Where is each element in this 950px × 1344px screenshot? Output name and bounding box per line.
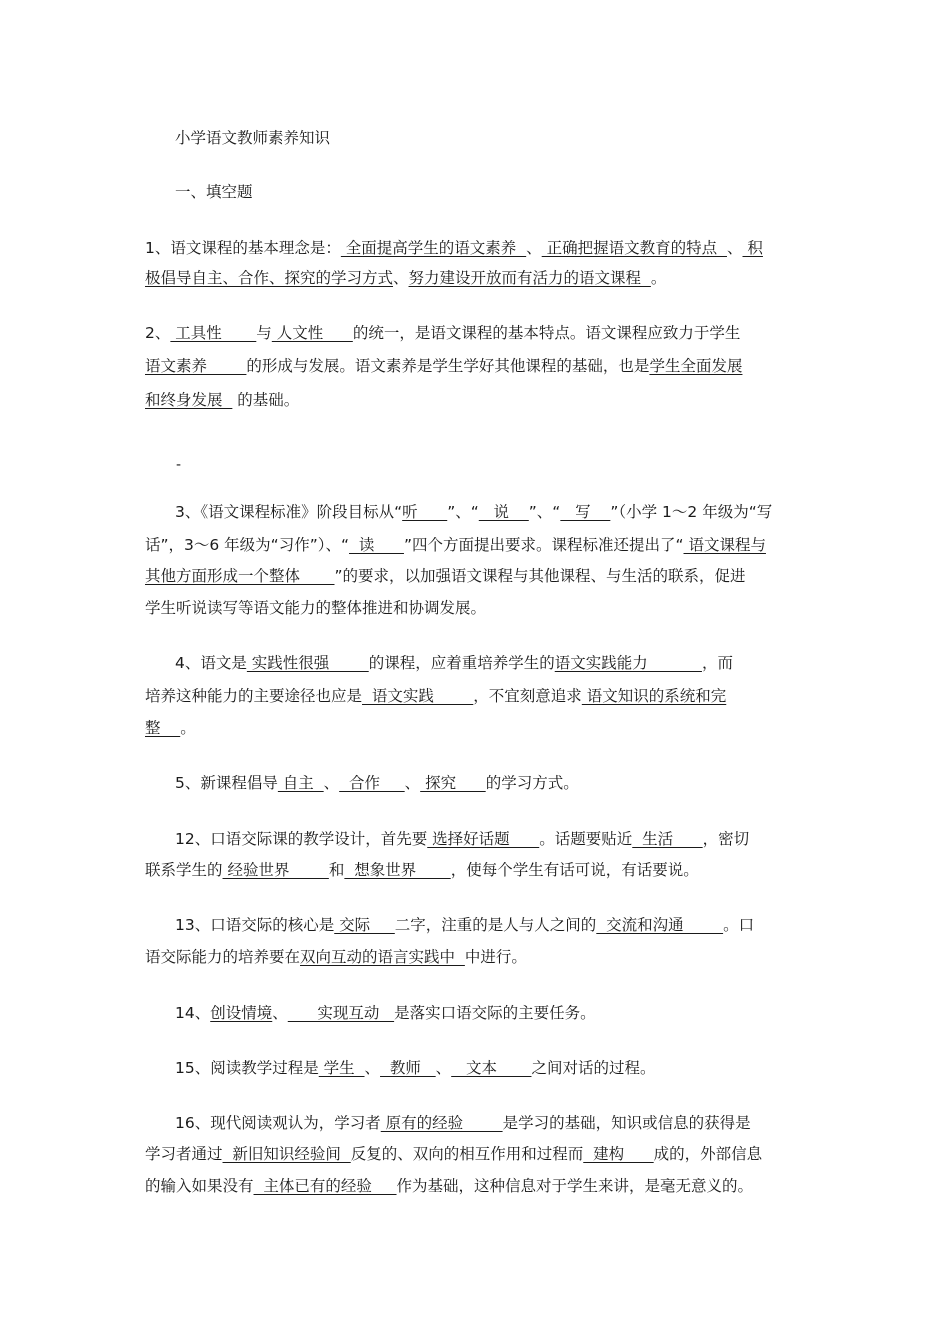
- text-segment: 的形成与发展。语文素养是学生学好其他课程的基础，也是: [246, 357, 650, 375]
- answer-blank: 和终身发展: [145, 391, 233, 409]
- text-segment: 学习者通过: [145, 1145, 223, 1163]
- text-segment: 。: [180, 719, 196, 737]
- text-line: [145, 686, 810, 706]
- text-segment: ”四个方面提出要求。课程标准还提出了“: [403, 536, 684, 554]
- text-segment: 的基础。: [232, 391, 300, 409]
- text-segment: ，而: [701, 654, 733, 672]
- answer-blank: 创设情境: [210, 1004, 273, 1022]
- answer-blank: 努力建设开放而有活力的语文课程: [408, 269, 651, 287]
- answer-blank: 工具性: [170, 324, 257, 342]
- answer-blank: 读: [349, 536, 404, 554]
- answer-blank: 双向互动的语言实践中: [300, 948, 465, 966]
- text-line: [145, 860, 810, 880]
- text-segment: 作为基础，这种信息对于学生来讲，是毫无意义的。: [396, 1177, 754, 1195]
- answer-blank: 自主: [277, 774, 324, 792]
- text-segment: 的统一，是语文课程的基本特点。语文课程应致力于学生: [352, 324, 741, 342]
- text-segment: 2、: [145, 324, 171, 342]
- text-line: [145, 598, 810, 618]
- text-line: [175, 1113, 840, 1133]
- text-segment: 。: [650, 269, 667, 287]
- answer-blank: 选择好话题: [427, 830, 540, 848]
- answer-blank: 经验世界: [222, 861, 329, 879]
- answer-blank: 学生: [318, 1059, 365, 1077]
- text-segment: 16、现代阅读观认为，学习者: [175, 1114, 381, 1132]
- text-line: [145, 268, 810, 288]
- text-line: [145, 238, 810, 258]
- text-line: [175, 1003, 840, 1023]
- answer-blank: 正确把握语文教育的特点: [541, 239, 727, 257]
- text-segment: 、: [272, 1004, 288, 1022]
- text-segment: 的学习方式。: [485, 774, 579, 792]
- text-segment: 语交际能力的培养要在: [145, 948, 301, 966]
- answer-blank: 建构: [583, 1145, 654, 1163]
- answer-blank: 交际: [334, 916, 395, 934]
- text-segment: 、: [435, 1059, 452, 1077]
- answer-blank: 新旧知识经验间: [222, 1145, 351, 1163]
- text-segment: 、: [364, 1059, 381, 1077]
- answer-blank: 生活: [632, 830, 703, 848]
- text-segment: 的课程，应着重培养学生的: [368, 654, 555, 672]
- text-segment: 之间对话的过程。: [531, 1059, 656, 1077]
- answer-blank: 整: [145, 719, 181, 737]
- answer-blank: 语文实践能力: [554, 654, 702, 672]
- text-segment: 二字，注重的是人与人之间的: [394, 916, 597, 934]
- text-segment: 12、口语交际课的教学设计，首先要: [175, 830, 428, 848]
- text-segment: 、: [526, 239, 542, 257]
- text-segment: 1、语文课程的基本理念是：: [145, 239, 341, 257]
- answer-blank: 语文课程与: [683, 536, 766, 554]
- text-segment: ”（小学 1～2 年级为“写: [610, 503, 773, 521]
- text-segment: 、: [726, 239, 743, 257]
- text-segment: 与: [256, 324, 272, 342]
- text-segment: 、: [404, 774, 421, 792]
- answer-blank: 人文性: [271, 324, 353, 342]
- text-line: [145, 1176, 810, 1196]
- section-heading: 一、填空题: [175, 183, 253, 201]
- text-segment: ”的要求，以加强语文课程与其他课程、与生活的联系，促进: [334, 567, 746, 585]
- text-line: [145, 1144, 810, 1164]
- text-segment: 话”，3～6 年级为“习作”）、“: [145, 536, 350, 554]
- text-segment: ，使每个学生有话可说，有话要说。: [450, 861, 699, 879]
- text-line: [175, 502, 840, 522]
- text-segment: ，不宜刻意追求: [473, 687, 582, 705]
- text-line: [175, 915, 840, 935]
- text-segment: 14、: [175, 1004, 211, 1022]
- text-segment: 学生听说读写等语文能力的整体推进和协调发展。: [145, 599, 487, 617]
- text-segment: 反复的、双向的相互作用和过程而: [350, 1145, 584, 1163]
- text-segment: ”、“: [528, 503, 561, 521]
- text-segment: 3、《语文课程标准》阶段目标从“: [175, 503, 403, 521]
- answer-blank: 教师: [380, 1059, 436, 1077]
- answer-blank: 合作: [339, 774, 405, 792]
- text-line: [175, 1058, 840, 1078]
- answer-blank: 其他方面形成一个整体: [145, 567, 335, 585]
- text-line: [145, 535, 810, 555]
- answer-blank: 写: [560, 503, 611, 521]
- text-line: [175, 773, 840, 793]
- text-segment: ”、“: [447, 503, 479, 521]
- text-segment: 。口: [723, 916, 755, 934]
- answer-blank: 学生全面发展: [649, 357, 743, 375]
- text-segment: 是落实口语交际的主要任务。: [394, 1004, 596, 1022]
- text-line: [145, 356, 810, 376]
- text-line: [145, 566, 810, 586]
- page-title: 小学语文教师素养知识: [175, 129, 331, 147]
- answer-blank: 实现互动: [287, 1004, 395, 1022]
- text-segment: 联系学生的: [145, 861, 223, 879]
- text-segment: 、: [393, 269, 409, 287]
- answer-blank: 说: [478, 503, 529, 521]
- text-segment: 和: [328, 861, 345, 879]
- text-segment: 。话题要贴近: [539, 830, 633, 848]
- text-line: [145, 390, 810, 410]
- text-segment: 5、新课程倡导: [175, 774, 278, 792]
- text-segment: 成的，外部信息: [653, 1145, 763, 1163]
- text-line: [145, 718, 810, 738]
- answer-blank: 文本: [451, 1059, 532, 1077]
- answer-blank: 语文知识的系统和完: [581, 687, 727, 705]
- text-segment: 是学习的基础，知识或信息的获得是: [502, 1114, 751, 1132]
- text-line: [145, 323, 810, 343]
- text-segment: 的输入如果没有: [145, 1177, 254, 1195]
- text-line: [175, 829, 840, 849]
- text-line: [175, 653, 840, 673]
- text-segment: 13、口语交际的核心是: [175, 916, 335, 934]
- answer-blank: 主体已有的经验: [253, 1177, 397, 1195]
- answer-blank: 实践性很强: [246, 654, 369, 672]
- text-line: [145, 947, 810, 967]
- text-segment: 、: [323, 774, 340, 792]
- text-segment: 4、语文是: [175, 654, 247, 672]
- answer-blank: 语文素养: [145, 357, 247, 375]
- text-segment: 15、阅读教学过程是: [175, 1059, 319, 1077]
- stray-mark: -: [176, 457, 182, 473]
- answer-blank: 原有的经验: [380, 1114, 503, 1132]
- text-segment: 中进行。: [464, 948, 527, 966]
- answer-blank: 语文实践: [362, 687, 474, 705]
- answer-blank: 极倡导自主、合作、探究的学习方式: [145, 269, 394, 287]
- text-segment: ，密切: [702, 830, 750, 848]
- answer-blank: 积: [742, 239, 763, 257]
- answer-blank: 听: [402, 503, 448, 521]
- answer-blank: 交流和沟通: [596, 916, 724, 934]
- answer-blank: 探究: [420, 774, 486, 792]
- answer-blank: 想象世界: [344, 861, 451, 879]
- text-segment: 培养这种能力的主要途径也应是: [145, 687, 363, 705]
- answer-blank: 全面提高学生的语文素养: [340, 239, 527, 257]
